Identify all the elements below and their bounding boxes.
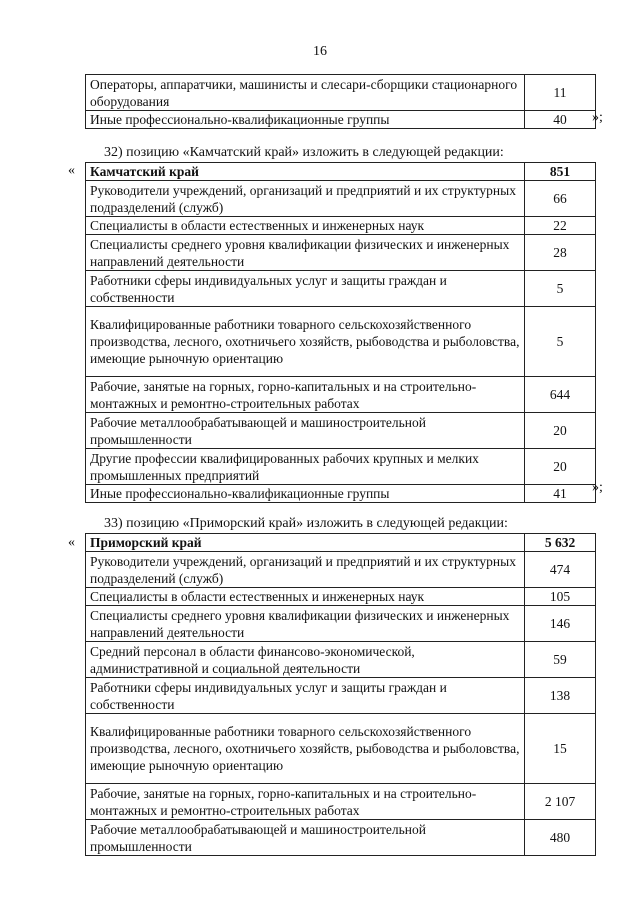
row-value: 480 <box>525 820 596 856</box>
table-header-row <box>86 534 596 552</box>
table-row <box>86 714 596 784</box>
region-total: 5 632 <box>525 534 596 552</box>
row-label: Операторы, аппаратчики, машинисты и слесари-сборщики стационарного оборудования <box>86 75 525 111</box>
row-value: 66 <box>525 181 596 217</box>
row-value: 22 <box>525 217 596 235</box>
row-value: 15 <box>525 714 596 784</box>
table-row <box>86 235 596 271</box>
row-label: Руководители учреждений, организаций и предприятий и их структурных подразделений (служб) <box>86 552 525 588</box>
row-value: 20 <box>525 413 596 449</box>
table-row <box>86 606 596 642</box>
row-label: Рабочие металлообрабатывающей и машиностроительной промышленности <box>86 413 525 449</box>
table-row <box>86 820 596 856</box>
row-value: 474 <box>525 552 596 588</box>
row-label: Квалифицированные работники товарного сельскохозяйственного производства, лесного, охотничьего хозяйств, рыбоводства и рыболовства, имеющие рыночную ориентацию <box>86 307 525 377</box>
row-value: 59 <box>525 642 596 678</box>
row-label: Иные профессионально-квалификационные группы <box>86 111 525 129</box>
instruction-primorsky: 33) позицию «Приморский край» изложить в следующей редакции: <box>104 516 508 531</box>
row-label: Работники сферы индивидуальных услуг и защиты граждан и собственности <box>86 271 525 307</box>
table-row <box>86 181 596 217</box>
table-row <box>86 271 596 307</box>
row-label: Квалифицированные работники товарного сельскохозяйственного производства, лесного, охотничьего хозяйств, рыбоводства и рыболовства, имеющие рыночную ориентацию <box>86 714 525 784</box>
closing-quote: »; <box>592 480 603 495</box>
table-row <box>86 449 596 485</box>
row-value: 146 <box>525 606 596 642</box>
kamchatka-table <box>85 162 596 503</box>
row-value: 644 <box>525 377 596 413</box>
table-row <box>86 413 596 449</box>
row-value: 11 <box>525 75 596 111</box>
region-name: Приморский край <box>86 534 525 552</box>
row-label: Специалисты среднего уровня квалификации физических и инженерных направлений деятельности <box>86 606 525 642</box>
table-row <box>86 75 596 111</box>
opening-quote: « <box>68 535 75 550</box>
table-row <box>86 111 596 129</box>
row-value: 28 <box>525 235 596 271</box>
row-value: 40 <box>525 111 596 129</box>
primorsky-table <box>85 533 596 856</box>
page-number: 16 <box>313 44 327 59</box>
row-value: 41 <box>525 485 596 503</box>
row-value: 20 <box>525 449 596 485</box>
row-label: Специалисты в области естественных и инженерных наук <box>86 588 525 606</box>
row-label: Рабочие, занятые на горных, горно-капитальных и на строительно-монтажных и ремонтно-строительных работах <box>86 377 525 413</box>
row-label: Руководители учреждений, организаций и предприятий и их структурных подразделений (служб) <box>86 181 525 217</box>
table-row <box>86 552 596 588</box>
row-value: 138 <box>525 678 596 714</box>
row-label: Специалисты в области естественных и инженерных наук <box>86 217 525 235</box>
top-table <box>85 74 596 129</box>
row-value: 105 <box>525 588 596 606</box>
table-row <box>86 377 596 413</box>
table-row <box>86 678 596 714</box>
row-value: 5 <box>525 271 596 307</box>
table-row <box>86 485 596 503</box>
table-row <box>86 642 596 678</box>
table-row <box>86 588 596 606</box>
region-total: 851 <box>525 163 596 181</box>
row-label: Рабочие, занятые на горных, горно-капитальных и на строительно-монтажных и ремонтно-строительных работах <box>86 784 525 820</box>
instruction-kamchatka: 32) позицию «Камчатский край» изложить в следующей редакции: <box>104 145 504 160</box>
table-row <box>86 307 596 377</box>
row-label: Рабочие металлообрабатывающей и машиностроительной промышленности <box>86 820 525 856</box>
row-label: Другие профессии квалифицированных рабочих крупных и мелких промышленных предприятий <box>86 449 525 485</box>
region-name: Камчатский край <box>86 163 525 181</box>
table-row <box>86 784 596 820</box>
row-label: Работники сферы индивидуальных услуг и защиты граждан и собственности <box>86 678 525 714</box>
closing-quote: »; <box>592 110 603 125</box>
row-value: 5 <box>525 307 596 377</box>
row-value: 2 107 <box>525 784 596 820</box>
opening-quote: « <box>68 163 75 178</box>
row-label: Специалисты среднего уровня квалификации физических и инженерных направлений деятельности <box>86 235 525 271</box>
table-header-row <box>86 163 596 181</box>
row-label: Иные профессионально-квалификационные группы <box>86 485 525 503</box>
row-label: Средний персонал в области финансово-экономической, административной и социальной деятельности <box>86 642 525 678</box>
table-row <box>86 217 596 235</box>
